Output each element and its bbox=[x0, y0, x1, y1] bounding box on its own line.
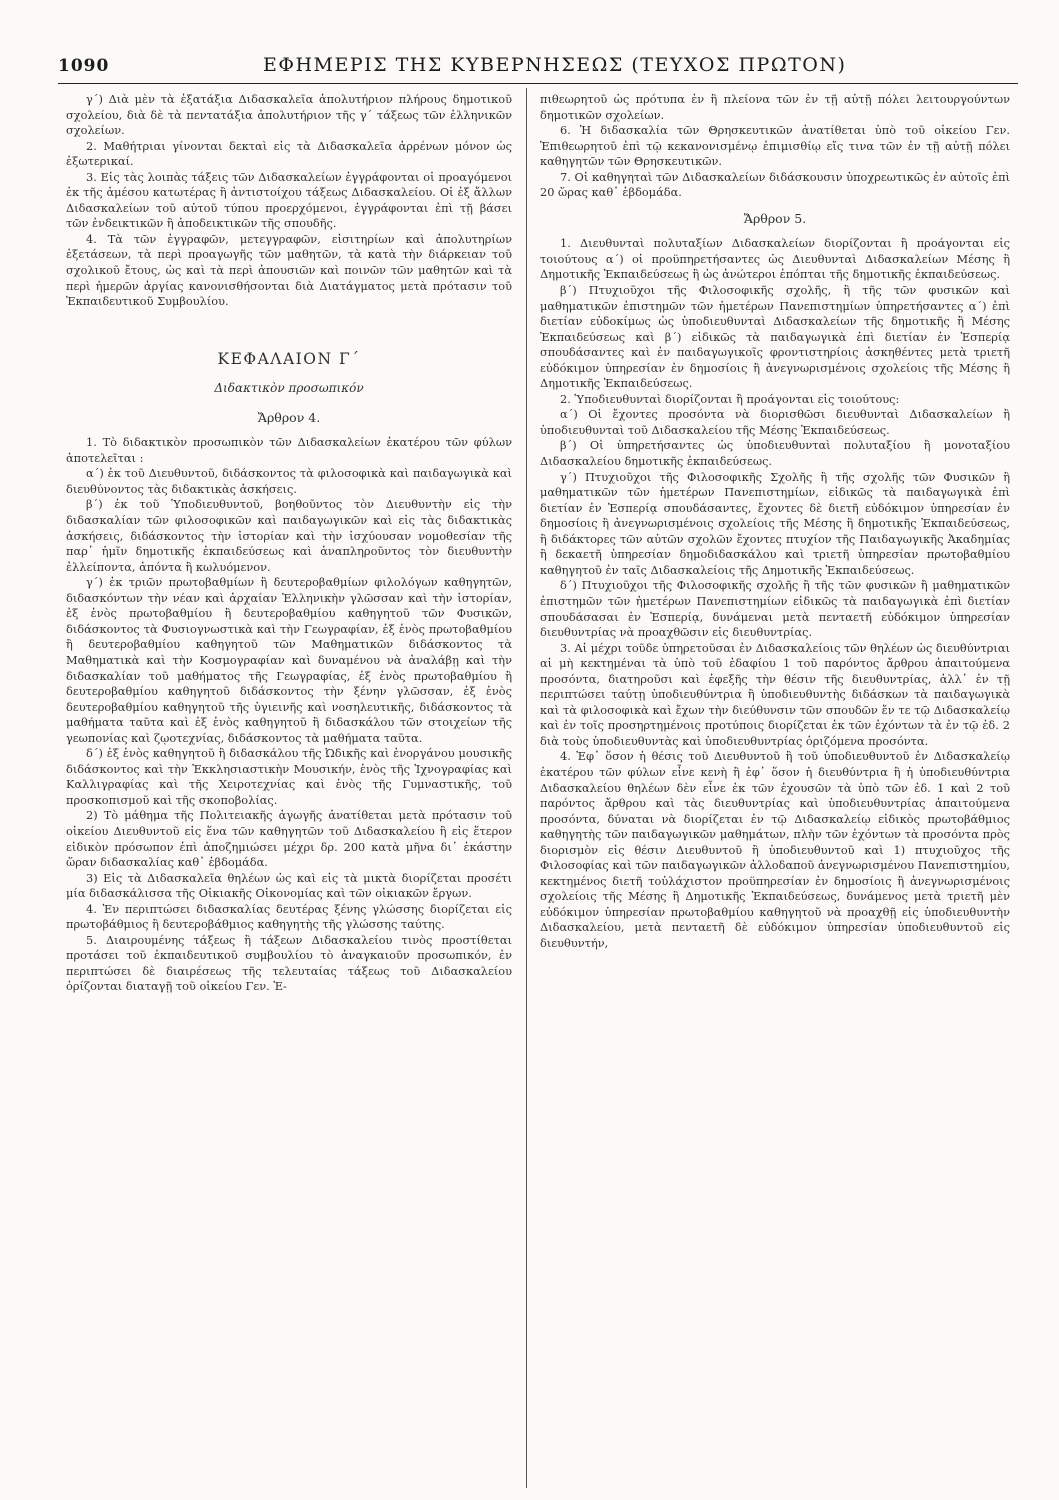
header-rule bbox=[58, 83, 1018, 84]
page-header bbox=[58, 50, 1018, 84]
paragraph: 1. Τὸ διδακτικὸν προσωπικὸν τῶν Διδασκαλείων ἑκατέρου τῶν φύλων ἀποτελεῖται : bbox=[66, 435, 512, 465]
paragraph: γ΄) ἐκ τριῶν πρωτοβαθμίων ἢ δευτεροβαθμίων φιλολόγων καθηγητῶν, διδασκόντων τὴν νέαν καὶ ἀρχαίαν Ἑλληνικὴν γλῶσσαν καὶ τὴν ἱστορίαν, ἐξ ἑνὸς πρωτοβαθμίου ἢ δευτεροβαθμίου καθηγητοῦ τῶν Φυσικῶν, διδάσκοντος τὰ Φυσιογνωστικὰ καὶ τὴν Γεωγραφίαν, ἐξ ἑνὸς πρωτοβαθμίου ἢ δευτεροβαθμίου καθηγητοῦ τῶν Μαθηματικῶν διδάσκοντος τὰ Μαθηματικὰ καὶ τὴν Κοσμογραφίαν καὶ δυναμένου νὰ ἀναλάβῃ καὶ τὴν διδασκαλίαν τοῦ μαθήματος τῆς Γεωγραφίας, ἐξ ἑνὸς πρωτοβαθμίου ἢ δευτεροβαθμίου καθηγητοῦ διδάσκοντος τὴν ξένην γλῶσσαν, ἐξ ἑνὸς δευτεροβαθμίου καθηγητοῦ τῆς ὑγιεινῆς καὶ νοσηλευτικῆς, διδάσκοντος τὰ μαθήματα ταῦτα καὶ ἐξ ἑνὸς καθηγητοῦ ἢ διδασκάλου τῶν στοιχείων τῆς γεωπονίας καὶ ζῳοτεχνίας, διδάσκοντος τὰ μαθήματα ταῦτα. bbox=[66, 575, 512, 745]
article-heading: Ἄρθρον 5. bbox=[743, 210, 807, 226]
paragraph: β΄) ἐκ τοῦ Ὑποδιευθυντοῦ, βοηθοῦντος τὸν Διευθυντὴν εἰς τὴν διδασκαλίαν τῶν φιλοσοφικῶν καὶ παιδαγωγικῶν καὶ εἰς τὰς διδακτικὰς ἀσκήσεις, διδάσκοντος τὴν ἱστορίαν καὶ τὴν ἰσχύουσαν νομοθεσίαν τῆς παρ᾽ ἡμῖν δημοτικῆς ἐκπαιδεύσεως καὶ ἀναπληροῦντος τὸν διευθυντὴν ἐλλείποντα, ἀπόντα ἢ κωλυόμενον. bbox=[66, 497, 512, 574]
paragraph: γ΄) Πτυχιοῦχοι τῆς Φιλοσοφικῆς Σχολῆς ἢ τῆς σχολῆς τῶν Φυσικῶν ἢ μαθηματικῶν τῶν ἡμετέρων Πανεπιστημίων, εἰδικῶς τὰ παιδαγωγικὰ ἐπὶ διετίαν ἐν Ἑσπερίᾳ σπουδάσαντες, ἔχοντες δὲ διετῆ εὐδόκιμον ὑπηρεσίαν ἐν δημοσίοις ἢ ἀνεγνωρισμένοις σχολείοις τῆς Μέσης ἢ δημοτικῆς Ἐκπαιδεύσεως, ἢ διδάκτορες τῶν αὐτῶν σχολῶν ἔχοντες πτυχίον τῆς Παιδαγωγικῆς Ἀκαδημίας ἢ δεκαετῆ ὑπηρεσίαν δημοδιδασκάλου καὶ τριετῆ ὑπηρεσίαν πρωτοβαθμίου καθηγητοῦ ἐν ταῖς Διδασκαλείοις τῆς Δημοτικῆς Ἐκπαιδεύσεως. bbox=[540, 469, 1010, 577]
paragraph: δ΄) Πτυχιοῦχοι τῆς Φιλοσοφικῆς σχολῆς ἢ τῆς τῶν φυσικῶν ἢ μαθηματικῶν ἐπιστημῶν τῶν ἡμετέρων Πανεπιστημίων εἰδικῶς τὰ παιδαγωγικὰ ἐπὶ διετίαν σπουδάσασαι ἐν Ἑσπερίᾳ, δυνάμεναι μετὰ πενταετῆ εὐδόκιμον ὑπηρεσίαν διευθυντρίας νὰ προαχθῶσιν εἰς διευθυντρίας. bbox=[540, 578, 1010, 640]
chapter-subheading: Διδακτικὸν προσωπικόν bbox=[214, 381, 364, 396]
paragraph: 3. Εἰς τὰς λοιπὰς τάξεις τῶν Διδασκαλείων ἐγγράφονται οἱ προαγόμενοι ἐκ τῆς ἀμέσου κατωτέρας ἢ ἀντιστοίχου τάξεως Διδασκαλείου. Οἱ ἐξ ἄλλων Διδασκαλείων τοῦ αὐτοῦ τύπου προερχόμενοι, ἐγγράφονται ἐπὶ τῇ βάσει τῶν ἐνδεικτικῶν ἢ ἀποδεικτικῶν τῆς σπουδῆς. bbox=[66, 169, 512, 231]
paragraph: α΄) ἐκ τοῦ Διευθυντοῦ, διδάσκοντος τὰ φιλοσοφικὰ καὶ παιδαγωγικὰ καὶ διευθύνοντος τὰς διδακτικὰς ἀσκήσεις. bbox=[66, 466, 512, 496]
paragraph: β΄) Πτυχιοῦχοι τῆς Φιλοσοφικῆς σχολῆς, ἢ τῆς τῶν φυσικῶν καὶ μαθηματικῶν ἐπιστημῶν τῶν ἡμετέρων Πανεπιστημίων ὑπηρετήσαντες α΄) ἐπὶ διετίαν εὐδοκίμως ὡς ὑποδιευθυνταὶ Διδασκαλείων τῆς δημοτικῆς ἢ Μέσης Ἐκπαιδεύσεως καὶ β΄) εἰδικῶς τὰ παιδαγωγικὰ ἐπὶ διετίαν ἐν Ἑσπερίᾳ σπουδάσαντες καὶ ἐν παιδαγωγικοῖς φροντιστηρίοις ἀσκηθέντες μετὰ τριετῆ εὐδόκιμον ὑπηρεσίαν ἐν δημοσίοις ἢ ἀνεγνωρισμένοις σχολείοις τῆς Μέσης ἢ Δημοτικῆς Ἐκπαιδεύσεως. bbox=[540, 283, 1010, 391]
page-number: 1090 bbox=[58, 56, 110, 76]
paragraph: 1. Διευθυνταὶ πολυταξίων Διδασκαλείων διορίζονται ἢ προάγονται εἰς τοιούτους α΄) οἱ προϋπηρετήσαντες ὡς Διευθυνταὶ Διδασκαλείων Μέσης ἢ Δημοτικῆς Ἐκπαιδεύσεως ἢ ὡς ἀνώτεροι ἐπόπται τῆς δημοτικῆς ἐκπαιδεύσεως. bbox=[540, 236, 1010, 282]
right-column bbox=[540, 92, 1010, 952]
paragraph: 3) Εἰς τὰ Διδασκαλεῖα θηλέων ὡς καὶ εἰς τὰ μικτὰ διορίζεται προσέτι μία διδασκάλισσα τῆς Οἰκιακῆς Οἰκονομίας καὶ τῶν οἰκιακῶν ἔργων. bbox=[66, 870, 512, 901]
paragraph: 2. Μαθήτριαι γίνονται δεκταὶ εἰς τὰ Διδασκαλεῖα ἀρρένων μόνον ὡς ἐξωτερικαί. bbox=[66, 138, 512, 169]
paragraph: 4. Ἐφ᾽ ὅσον ἡ θέσις τοῦ Διευθυντοῦ ἢ τοῦ ὑποδιευθυντοῦ ἐν Διδασκαλείῳ ἑκατέρου τῶν φύλων εἶνε κενὴ ἢ ἐφ᾽ ὅσον ἡ διευθύντρια ἢ ἡ ὑποδιευθύντρια Διδασκαλείου θηλέων δὲν εἶνε ἐκ τῶν ἐχουσῶν τὰ ὑπὸ τῶν ἐδ. 1 καὶ 2 τοῦ παρόντος ἄρθρου καὶ τὰς διευθυντρίας καὶ ὑποδιευθυντρίας ἀπαιτούμενα προσόντα, δύναται νὰ διορίζεται ἐν τῷ Διδασκαλείῳ εἰδικὸς πρωτοβάθμιος καθηγητὴς τῶν παιδαγωγικῶν μαθημάτων, πλὴν τῶν ἐχόντων τὰ προσόντα πρὸς διορισμὸν εἰς θέσιν Διευθυντοῦ ἢ ὑποδιευθυντοῦ καὶ 1) πτυχιοῦχος τῆς Φιλοσοφίας καὶ τῶν παιδαγωγικῶν ἀλλοδαποῦ ἀνεγνωρισμένου Πανεπιστημίου, κεκτημένος διετῆ τοὐλάχιστον προϋπηρεσίαν ἐν δημοσίοις ἢ ἀνεγνωρισμένοις σχολείοις τῆς Μέσης ἢ Δημοτικῆς Ἐκπαιδεύσεως, δυνάμενος μετὰ τριετῆ μὲν εὐδόκιμον ὑπηρεσίαν πρωτοβαθμίου καθηγητοῦ νὰ προαχθῇ εἰς ὑποδιευθυντὴν Διδασκαλείου, μετὰ πενταετῆ δὲ εὐδόκιμον ὑπηρεσίαν ὑποδιευθυντοῦ εἰς διευθυντήν, bbox=[540, 749, 1010, 950]
chapter-heading: ΚΕΦΑΛΑΙΟΝ Γ΄ bbox=[217, 349, 361, 368]
paragraph: 4. Τὰ τῶν ἐγγραφῶν, μετεγγραφῶν, εἰσιτηρίων καὶ ἀπολυτηρίων ἐξετάσεων, τὰ περὶ προαγωγῆς τῶν μαθητῶν, τὰ κατὰ τὴν διάρκειαν τοῦ σχολικοῦ ἔτους, ὡς καὶ τὰ περὶ ἀπουσιῶν καὶ ποινῶν τῶν μαθητῶν καὶ τὰ περὶ ἡμερῶν ἀργίας κανονισθήσονται διὰ Διατάγματος μετὰ πρότασιν τοῦ Ἐκπαιδευτικοῦ Συμβουλίου. bbox=[66, 231, 512, 309]
paragraph: 3. Αἱ μέχρι τοῦδε ὑπηρετοῦσαι ἐν Διδασκαλείοις τῶν θηλέων ὡς διευθύντριαι αἱ μὴ κεκτημέναι τὰ ὑπὸ τοῦ ἐδαφίου 1 τοῦ παρόντος ἄρθρου ἀπαιτούμενα προσόντα, διατηροῦσι καὶ ἐφεξῆς τὴν θέσιν τῆς διευθυντρίας, ἀλλ᾽ ἐν τῇ περιπτώσει ταύτῃ ὑποδιευθύντρια ἢ ὑποδιευθυντὴς διδάσκων τὰ παιδαγωγικὰ καὶ τὰ φιλοσοφικὰ καὶ ἔχων τὴν διεύθυνσιν τῶν σπουδῶν ἔν τε τῷ Διδασκαλείῳ καὶ ἐν τοῖς προσηρτημένοις προτύποις διορίζεται ἐκ τῶν ἐχόντων τὰ ἐν τῷ ἐδ. 2 διὰ τοὺς ὑποδιευθυντὰς καὶ ὑποδιευθυντρίας ὁριζόμενα προσόντα. bbox=[540, 640, 1010, 748]
paragraph: 2) Τὸ μάθημα τῆς Πολιτειακῆς ἀγωγῆς ἀνατίθεται μετὰ πρότασιν τοῦ οἰκείου Διευθυντοῦ εἰς ἕνα τῶν καθηγητῶν τοῦ Διδασκαλείου ἢ εἰς ἕτερον εἰδικὸν πρόσωπον ἐπὶ ἀποζημιώσει μέχρι δρ. 200 κατὰ μῆνα δι᾽ ἑκάστην ὥραν διδασκαλίας καθ᾽ ἑβδομάδα. bbox=[66, 808, 512, 870]
paragraph: πιθεωρητοῦ ὡς πρότυπα ἐν ἢ πλείονα τῶν ἐν τῇ αὐτῇ πόλει λειτουργούντων δημοτικῶν σχολείων. bbox=[540, 92, 1010, 122]
running-title: ΕΦΗΜΕΡΙΣ ΤΗΣ ΚΥΒΕΡΝΗΣΕΩΣ (ΤΕΥΧΟΣ ΠΡΩΤΟΝ) bbox=[263, 54, 847, 76]
paragraph: 7. Οἱ καθηγηταὶ τῶν Διδασκαλείων διδάσκουσιν ὑποχρεωτικῶς ἐν αὐτοῖς ἐπὶ 20 ὥρας καθ᾽ ἑβδομάδα. bbox=[540, 169, 1010, 200]
column-divider bbox=[526, 88, 527, 1488]
paragraph: 4. Ἐν περιπτώσει διδασκαλίας δευτέρας ξένης γλώσσης διορίζεται εἰς πρωτοβάθμιος ἢ δευτεροβάθμιος καθηγητὴς τῆς γλώσσης ταύτης. bbox=[66, 901, 512, 932]
article-heading: Ἄρθρον 4. bbox=[257, 409, 321, 425]
paragraph: δ΄) ἐξ ἑνὸς καθηγητοῦ ἢ διδασκάλου τῆς Ὠδικῆς καὶ ἐνοργάνου μουσικῆς διδάσκοντος καὶ τὴν Ἐκκλησιαστικὴν Μουσικήν, ἑνὸς τῆς Ἰχνογραφίας καὶ Καλλιγραφίας καὶ τῆς Χειροτεχνίας καὶ ἑνὸς τῆς Γυμναστικῆς, τοῦ προσκοπισμοῦ καὶ τῆς σκοποβολίας. bbox=[66, 746, 512, 807]
paragraph: 6. Ἡ διδασκαλία τῶν Θρησκευτικῶν ἀνατίθεται ὑπὸ τοῦ οἰκείου Γεν. Ἐπιθεωρητοῦ ἐπὶ τῷ κεκανονισμένῳ ἐπιμισθίῳ εἴς τινα τῶν ἐν τῇ αὐτῇ πόλει καθηγητῶν τῶν Θρησκευτικῶν. bbox=[540, 123, 1010, 169]
paragraph: α΄) Οἱ ἔχοντες προσόντα νὰ διορισθῶσι διευθυνταὶ Διδασκαλείων ἢ ὑποδιευθυνταὶ τοῦ Διδασκαλείου τῆς Μέσης Ἐκπαιδεύσεως. bbox=[540, 407, 1010, 437]
left-column bbox=[66, 92, 512, 995]
paragraph: β΄) Οἱ ὑπηρετήσαντες ὡς ὑποδιευθυνταὶ πολυταξίου ἢ μονοταξίου Διδασκαλείου δημοτικῆς ἐκπαιδεύσεως. bbox=[540, 438, 1010, 469]
paragraph: 2. Ὑποδιευθυνταὶ διορίζονται ἢ προάγονται εἰς τοιούτους: bbox=[560, 391, 900, 406]
paragraph: 5. Διαιρουμένης τάξεως ἢ τάξεων Διδασκαλείου τινὸς προστίθεται προτάσει τοῦ ἐκπαιδευτικοῦ συμβουλίου τὸ ἀναγκαιοῦν προσωπικόν, ἐν περιπτώσει δὲ διαιρέσεως τῆς τελευταίας τάξεως τοῦ Διδασκαλείου ὁρίζονται διαταγῇ τοῦ οἰκείου Γεν. Ἐ- bbox=[66, 932, 512, 994]
paragraph: γ΄) Διὰ μὲν τὰ ἑξατάξια Διδασκαλεῖα ἀπολυτήριον πλήρους δημοτικοῦ σχολείου, διὰ δὲ τὰ πεντατάξια ἀπολυτήριον τῆς γ΄ τάξεως τῶν ἑλληνικῶν σχολείων. bbox=[66, 92, 512, 138]
